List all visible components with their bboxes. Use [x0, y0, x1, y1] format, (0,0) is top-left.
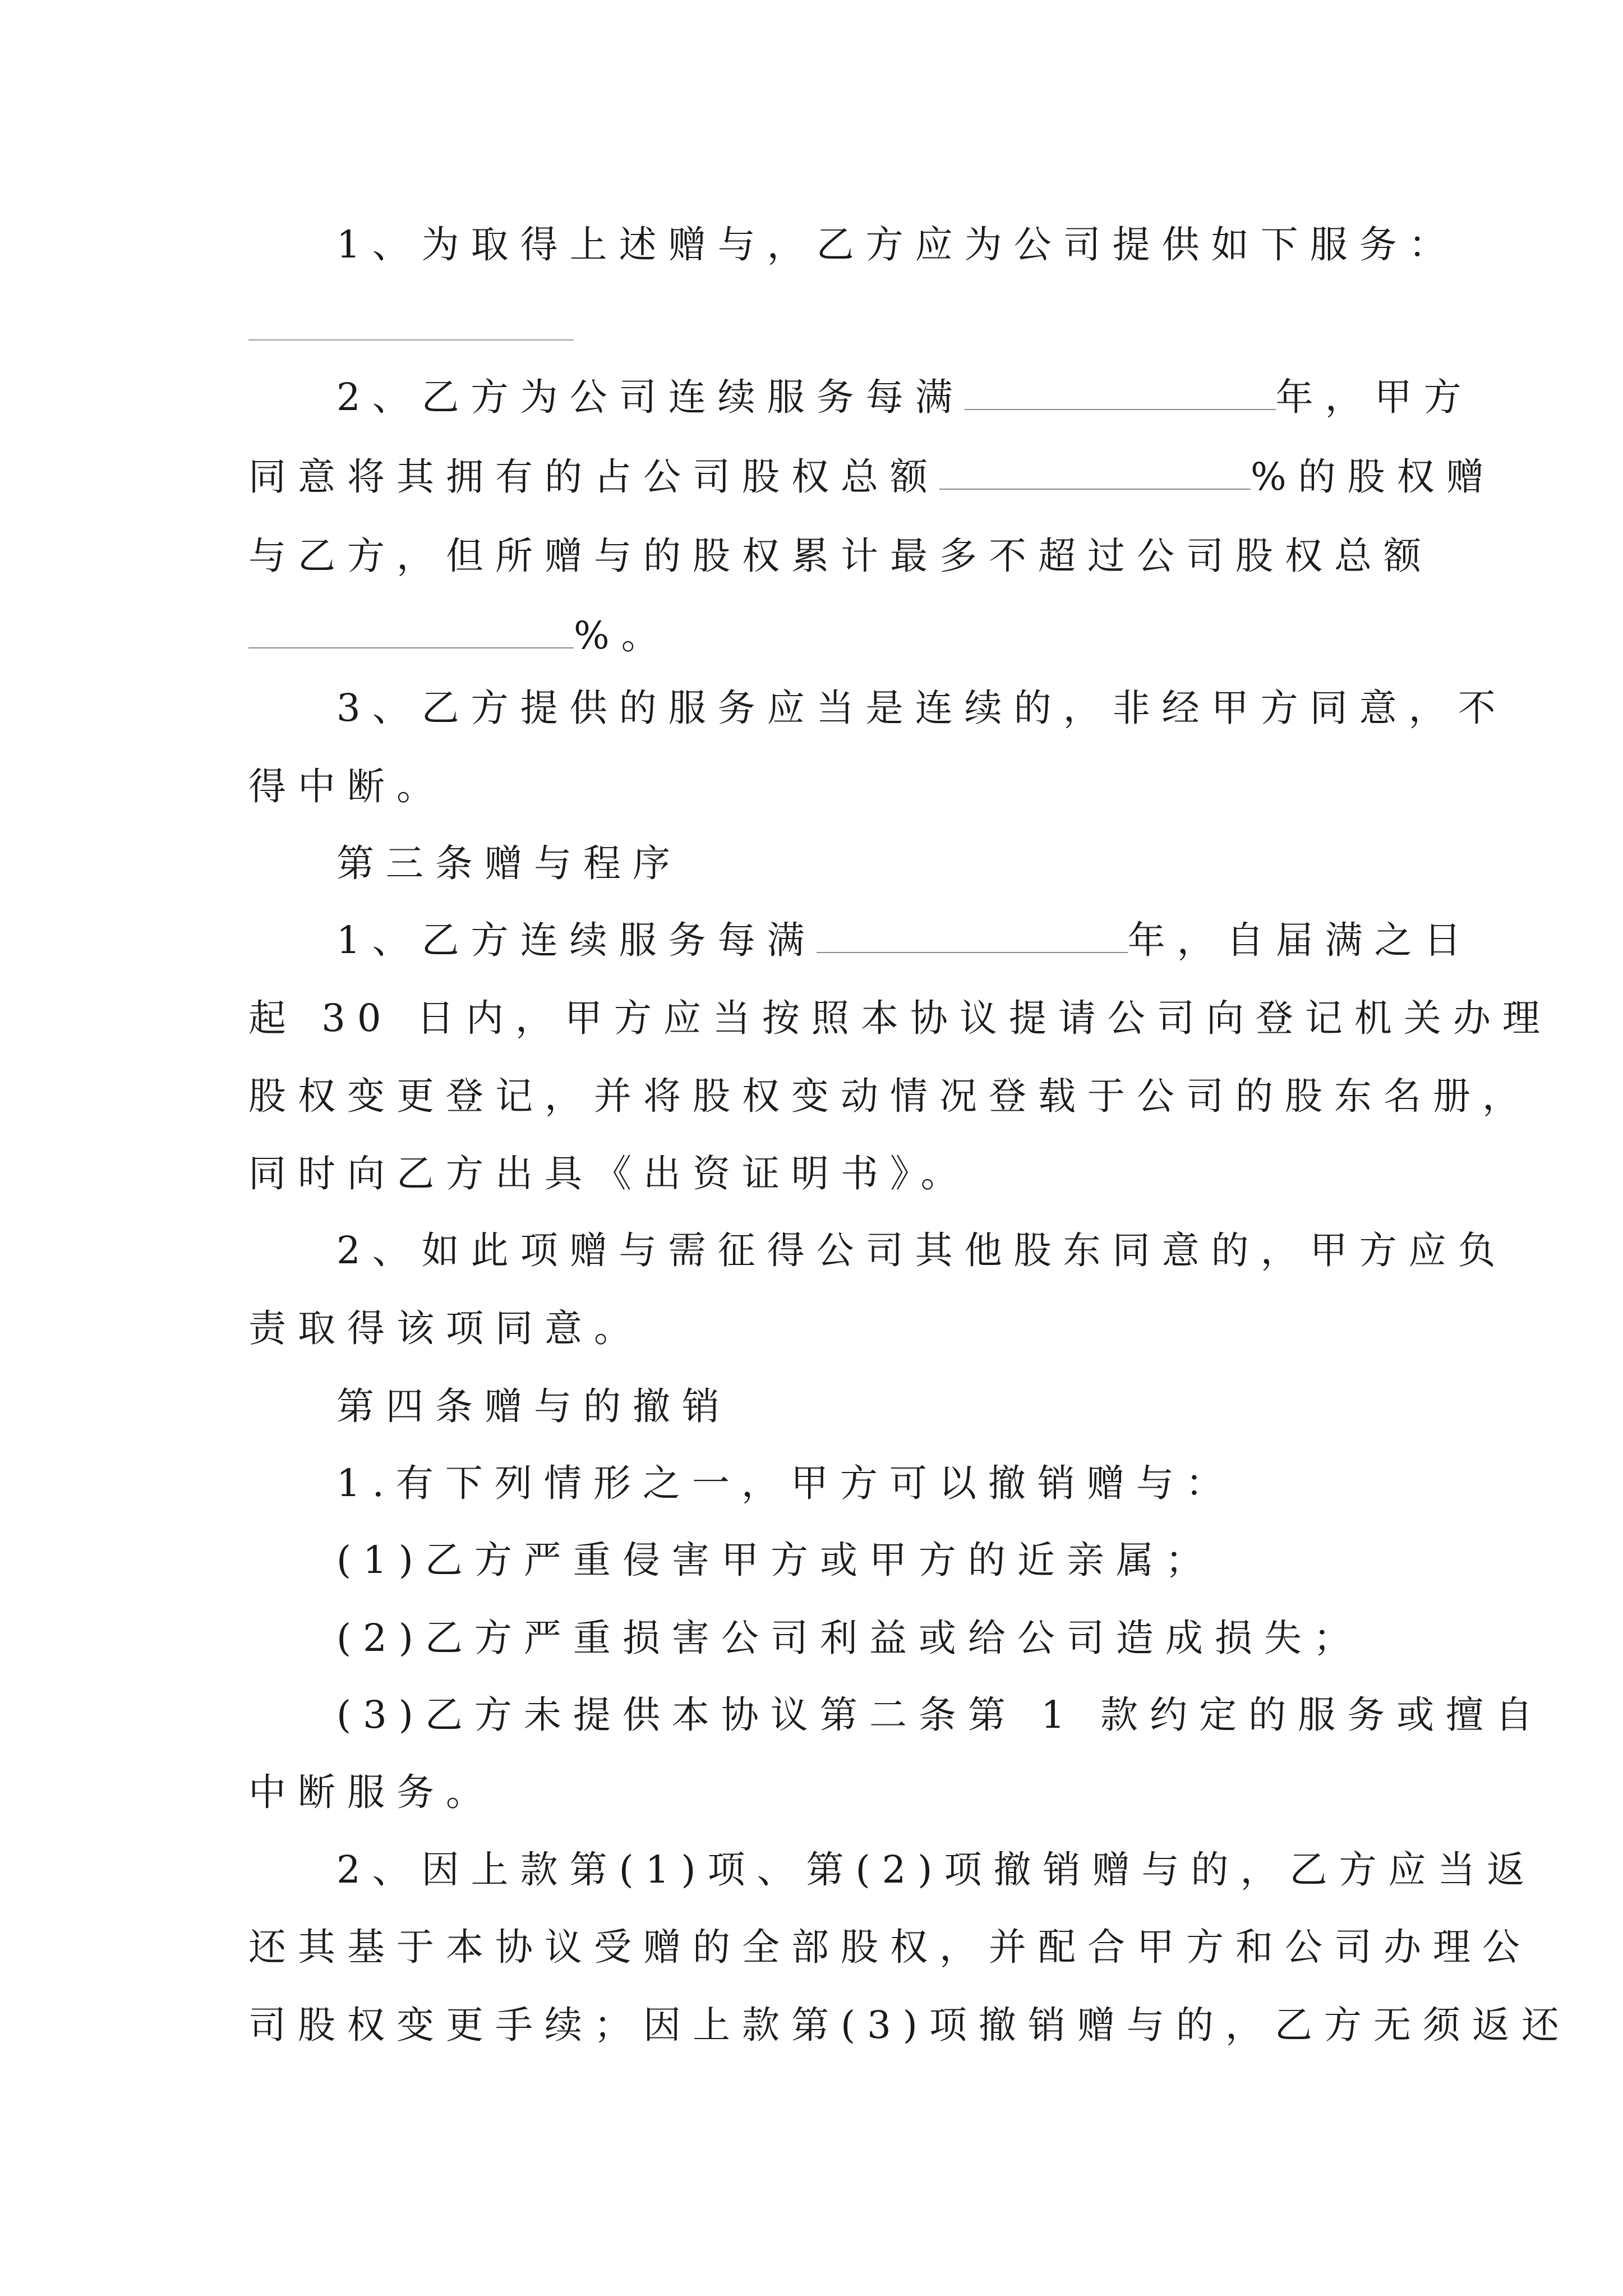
- clause-4-item-2-text-line2: 还其基于本协议受赠的全部股权，并配合甲方和公司办理公: [248, 1925, 1532, 1969]
- paragraph-line: [336, 686, 1507, 730]
- clause-4-subitem-2-text: (2)乙方严重损害公司利益或给公司造成损失；: [336, 1616, 1363, 1660]
- clause-4-subitem-1-text: (1)乙方严重侵害甲方或甲方的近亲属；: [336, 1538, 1215, 1582]
- paragraph-line: [248, 2003, 1571, 2047]
- paragraph-line: [336, 1461, 1492, 1505]
- clause-2-item-2-text-line4: %。: [574, 614, 671, 657]
- paragraph-line: [336, 1693, 1545, 1737]
- paragraph-line: [336, 375, 1492, 419]
- clause-2-item-2-text-line2-cont: %的股权赠: [1251, 455, 1496, 499]
- clause-4-item-1-text: 1.有下列情形之一，甲方可以撤销赠与：: [336, 1461, 1235, 1505]
- paragraph-line: [248, 1770, 1404, 1814]
- clause-2-item-2-text-cont: 年，甲方: [1275, 375, 1473, 419]
- paragraph-line: [248, 534, 1433, 578]
- clause-4-item-2-text-line3: 司股权变更手续；因上款第(3)项撤销赠与的，乙方无须返还: [248, 2003, 1571, 2047]
- section-heading: [336, 1384, 1492, 1428]
- paragraph-line: [248, 455, 1496, 499]
- article-3-heading: 第三条赠与程序: [336, 841, 682, 885]
- paragraph-line: [336, 918, 1492, 962]
- clause-3-item-2-text: 2、如此项赠与需征得公司其他股东同意的，甲方应负: [336, 1228, 1507, 1272]
- clause-3-item-2-text-line2: 责取得该项同意。: [248, 1306, 643, 1350]
- clause-4-item-2-text: 2、因上款第(1)项、第(2)项撤销赠与的，乙方应当返: [336, 1848, 1537, 1892]
- paragraph-line: [248, 1074, 1532, 1118]
- clause-3-item-1-text-cont: 年，自届满之日: [1127, 918, 1473, 962]
- clause-2-item-2-text: 2、乙方为公司连续服务每满: [336, 375, 965, 419]
- clause-2-item-2-text-line2: 同意将其拥有的占公司股权总额: [248, 455, 939, 499]
- blank-percent-field[interactable]: [939, 489, 1251, 490]
- paragraph-line: [336, 1848, 1537, 1892]
- article-4-heading: 第四条赠与的撤销: [336, 1384, 731, 1428]
- paragraph-line: [248, 765, 1404, 808]
- paragraph-line: [336, 1228, 1507, 1272]
- clause-2-item-3-text-line2: 得中断。: [248, 765, 446, 808]
- clause-4-subitem-3-text: (3)乙方未提供本协议第二条第 1 款约定的服务或擅自: [336, 1693, 1545, 1737]
- clause-2-item-2-text-line3: 与乙方，但所赠与的股权累计最多不超过公司股权总额: [248, 534, 1433, 578]
- paragraph-line: [248, 1306, 1404, 1350]
- clause-4-subitem-3-text-line2: 中断服务。: [248, 1770, 495, 1814]
- paragraph-line: [248, 1925, 1532, 1969]
- clause-3-item-1-text: 1、乙方连续服务每满: [336, 918, 817, 962]
- paragraph-line: [248, 996, 1552, 1040]
- blank-line-services[interactable]: [248, 339, 574, 341]
- clause-3-item-1-text-line3: 股权变更登记，并将股权变动情况登载于公司的股东名册，: [248, 1074, 1532, 1118]
- blank-years-field-2[interactable]: [817, 952, 1128, 953]
- paragraph-line: [336, 1538, 1492, 1582]
- blank-max-percent-field[interactable]: [248, 647, 574, 648]
- clause-2-item-3-text: 3、乙方提供的服务应当是连续的，非经甲方同意，不: [336, 686, 1507, 730]
- paragraph-line: [248, 1152, 1404, 1195]
- paragraph-line: [336, 1616, 1492, 1660]
- section-heading: [336, 841, 1492, 885]
- blank-years-field[interactable]: [965, 409, 1276, 410]
- paragraph-line: [248, 614, 1404, 657]
- paragraph-line: [336, 223, 1492, 266]
- clause-3-item-1-text-line2: 起 30 日内，甲方应当按照本协议提请公司向登记机关办理: [248, 996, 1552, 1040]
- clause-2-item-1-text: 1、为取得上述赠与，乙方应为公司提供如下服务：: [336, 223, 1458, 266]
- clause-3-item-1-text-line4: 同时向乙方出具《出资证明书》。: [248, 1152, 970, 1195]
